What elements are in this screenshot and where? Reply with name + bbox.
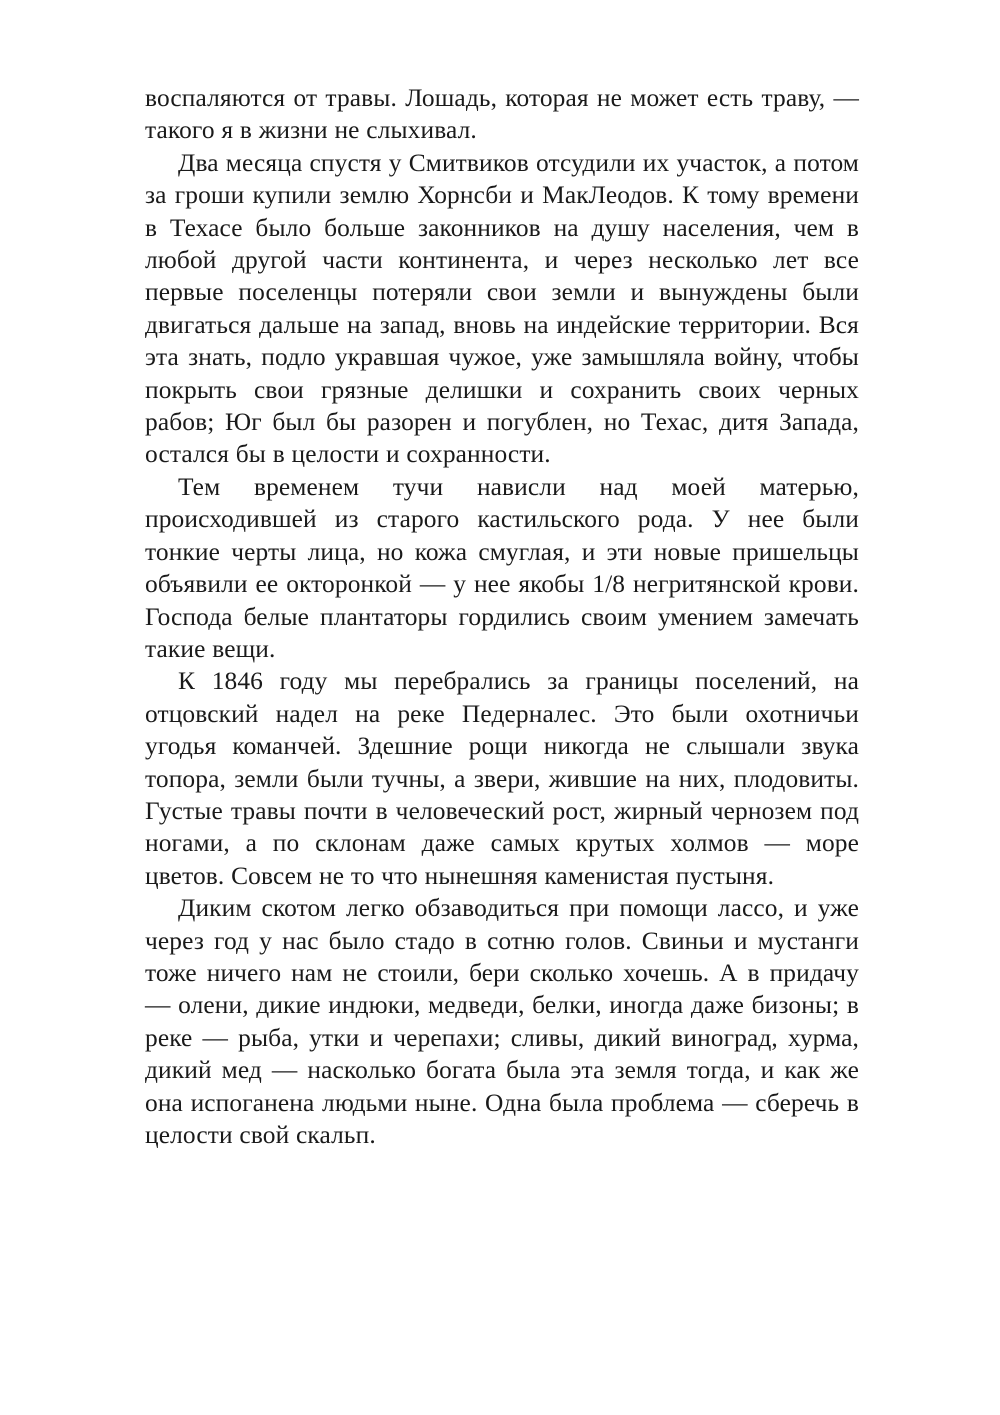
- paragraph-4: К 1846 году мы перебрались за границы поселений, на отцовский надел на реке Педерналес. Это были охотничьи угодья команчей. Здешние рощи никогда не слышали звука топора, земли были тучны, а звери, жившие на них, плодовиты. Густые травы почти в человеческий рост, жирный чернозем под ногами, а по склонам даже самых крутых холмов — море цветов. Совсем не то что нынешняя каменистая пустыня.: [145, 667, 859, 890]
- paragraph-2: Два месяца спустя у Смитвиков отсудили их участок, а потом за гроши купили землю Хорнсби и МакЛеодов. К тому времени в Техасе было больше законников на душу населения, чем в любой другой части континента, и через несколько лет все первые поселенцы потеряли свои земли и вынуждены были двигаться дальше на запад, вновь на индейские территории. Вся эта знать, подло укравшая чужое, уже замышляла войну, чтобы покрыть свои грязные делишки и сохранить своих черных рабов; Юг был бы разорен и погублен, но Техас, дитя Запада, остался бы в целости и сохранности.: [145, 148, 859, 469]
- page-text-block: [145, 82, 859, 1151]
- paragraph-1: воспаляются от травы. Лошадь, которая не может есть траву, — такого я в жизни не слыхивал.: [145, 84, 859, 145]
- paragraph-3: Тем временем тучи нависли над моей матерью, происходившей из старого кастильского рода. У нее были тонкие черты лица, но кожа смуглая, и эти новые пришельцы объявили ее окторонкой — у нее якобы 1/8 негритянской крови. Господа белые плантаторы гордились своим умением замечать такие вещи.: [145, 472, 859, 663]
- paragraph-5: Диким скотом легко обзаводиться при помощи лассо, и уже через год у нас было стадо в сотню голов. Свиньи и мустанги тоже ничего нам не стоили, бери сколько хочешь. А в придачу — олени, дикие индюки, медведи, белки, иногда даже бизоны; в реке — рыба, утки и черепахи; сливы, дикий виноград, хурма, дикий мед — насколько богата была эта земля тогда, и как же она испоганена людьми ныне. Одна была проблема — сберечь в целости свой скальп.: [145, 894, 859, 1149]
